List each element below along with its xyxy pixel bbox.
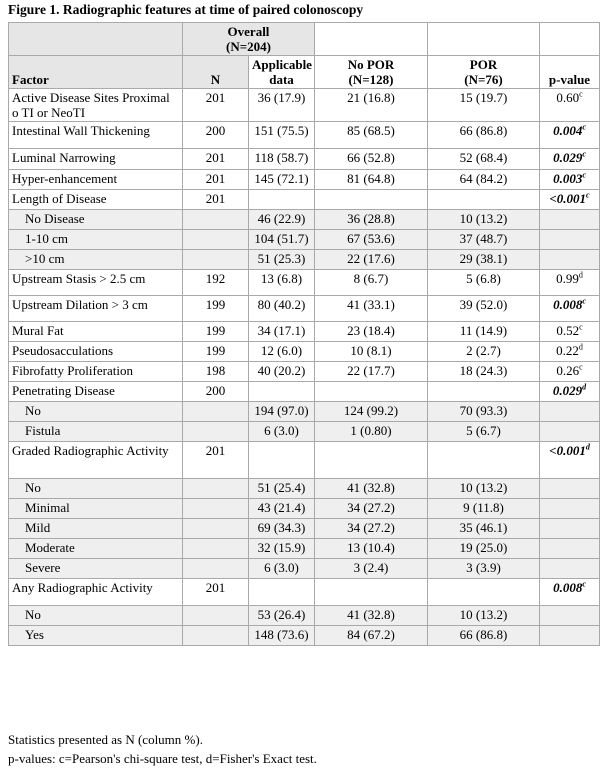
pvalue-cell	[540, 422, 600, 442]
pvalue-test-marker: c	[579, 362, 583, 372]
table-body	[9, 89, 600, 646]
factor-cell: Length of Disease	[9, 190, 183, 210]
nopor-cell: 21 (16.8)	[315, 89, 428, 122]
n-cell: 199	[183, 322, 249, 342]
header-row-bottom	[9, 56, 600, 89]
nopor-cell	[315, 442, 428, 479]
por-cell: 70 (93.3)	[428, 402, 540, 422]
factor-cell: No	[9, 402, 183, 422]
por-cell: 10 (13.2)	[428, 210, 540, 230]
nopor-cell	[315, 579, 428, 606]
por-cell	[428, 190, 540, 210]
pvalue-cell	[540, 606, 600, 626]
pvalue-text: <0.001	[549, 443, 586, 458]
pvalue-cell	[540, 626, 600, 646]
header-por-line2: (N=76)	[464, 72, 503, 87]
n-cell: 199	[183, 296, 249, 322]
por-cell: 10 (13.2)	[428, 606, 540, 626]
pvalue-cell	[540, 89, 600, 122]
applicable-cell: 43 (21.4)	[249, 499, 315, 519]
factor-cell: Fistula	[9, 422, 183, 442]
table-row	[9, 230, 600, 250]
factor-cell: Upstream Stasis > 2.5 cm	[9, 270, 183, 296]
table-row	[9, 362, 600, 382]
nopor-cell: 36 (28.8)	[315, 210, 428, 230]
pvalue-cell	[540, 296, 600, 322]
header-applicable-line1: Applicable	[252, 57, 312, 72]
table-row	[9, 149, 600, 170]
pvalue-test-marker: d	[578, 270, 583, 280]
applicable-cell: 148 (73.6)	[249, 626, 315, 646]
header-por	[428, 56, 540, 89]
applicable-cell: 6 (3.0)	[249, 559, 315, 579]
n-cell: 201	[183, 442, 249, 479]
pvalue-test-marker: d	[578, 342, 583, 352]
table-row	[9, 479, 600, 499]
table-row	[9, 626, 600, 646]
por-cell: 35 (46.1)	[428, 519, 540, 539]
factor-cell: Severe	[9, 559, 183, 579]
pvalue-cell	[540, 210, 600, 230]
nopor-cell: 84 (67.2)	[315, 626, 428, 646]
pvalue-cell	[540, 342, 600, 362]
por-cell: 29 (38.1)	[428, 250, 540, 270]
nopor-cell: 85 (68.5)	[315, 122, 428, 149]
header-nopor	[315, 56, 428, 89]
table-row	[9, 210, 600, 230]
pvalue-cell	[540, 519, 600, 539]
table-row	[9, 170, 600, 190]
nopor-cell: 81 (64.8)	[315, 170, 428, 190]
factor-cell: No	[9, 606, 183, 626]
n-cell	[183, 539, 249, 559]
n-cell	[183, 230, 249, 250]
header-nopor-line2: (N=128)	[348, 72, 394, 87]
por-cell: 19 (25.0)	[428, 539, 540, 559]
por-cell: 11 (14.9)	[428, 322, 540, 342]
applicable-cell: 6 (3.0)	[249, 422, 315, 442]
por-cell: 66 (86.8)	[428, 122, 540, 149]
pvalue-cell	[540, 579, 600, 606]
factor-cell: >10 cm	[9, 250, 183, 270]
pvalue-text: 0.26	[556, 363, 580, 378]
nopor-cell: 8 (6.7)	[315, 270, 428, 296]
por-cell: 37 (48.7)	[428, 230, 540, 250]
pvalue-cell	[540, 250, 600, 270]
por-cell: 5 (6.8)	[428, 270, 540, 296]
table-row	[9, 606, 600, 626]
applicable-cell	[249, 442, 315, 479]
factor-cell: No	[9, 479, 183, 499]
pvalue-text: 0.60	[556, 90, 580, 105]
n-cell	[183, 250, 249, 270]
table-row	[9, 322, 600, 342]
factor-cell: Luminal Narrowing	[9, 149, 183, 170]
table-row	[9, 382, 600, 402]
table-row	[9, 402, 600, 422]
header-nopor-line1: No POR	[347, 57, 395, 72]
n-cell: 200	[183, 382, 249, 402]
factor-cell: No Disease	[9, 210, 183, 230]
por-cell: 5 (6.7)	[428, 422, 540, 442]
factor-cell: Penetrating Disease	[9, 382, 183, 402]
pvalue-cell	[540, 442, 600, 479]
table-row	[9, 89, 600, 122]
por-cell: 9 (11.8)	[428, 499, 540, 519]
table-row	[9, 342, 600, 362]
applicable-cell: 32 (15.9)	[249, 539, 315, 559]
pvalue-test-marker: c	[579, 89, 583, 99]
pvalue-text: 0.22	[556, 343, 579, 358]
pvalue-cell	[540, 479, 600, 499]
pvalue-cell	[540, 270, 600, 296]
header-row-top	[9, 23, 600, 56]
por-cell: 3 (3.9)	[428, 559, 540, 579]
por-cell: 52 (68.4)	[428, 149, 540, 170]
nopor-cell	[315, 382, 428, 402]
applicable-cell: 194 (97.0)	[249, 402, 315, 422]
pvalue-test-marker: c	[579, 322, 583, 332]
figure-title: Figure 1. Radiographic features at time of paired colonoscopy	[8, 2, 364, 17]
n-cell: 201	[183, 170, 249, 190]
table-row	[9, 190, 600, 210]
nopor-cell: 22 (17.6)	[315, 250, 428, 270]
pvalue-test-marker: c	[582, 170, 586, 180]
pvalue-text: 0.029	[552, 383, 583, 398]
factor-cell: Upstream Dilation > 3 cm	[9, 296, 183, 322]
n-cell	[183, 519, 249, 539]
pvalue-cell	[540, 170, 600, 190]
pvalue-test-marker: d	[582, 382, 587, 392]
factor-cell: Mural Fat	[9, 322, 183, 342]
n-cell	[183, 210, 249, 230]
pvalue-text: 0.52	[556, 323, 580, 338]
pvalue-cell	[540, 382, 600, 402]
header-pvalue: p-value	[540, 56, 600, 89]
applicable-cell: 151 (75.5)	[249, 122, 315, 149]
header-applicable-line2: data	[269, 72, 294, 87]
n-cell	[183, 626, 249, 646]
factor-cell: Graded Radiographic Activity	[9, 442, 183, 479]
applicable-cell: 34 (17.1)	[249, 322, 315, 342]
factor-cell: Any Radiographic Activity	[9, 579, 183, 606]
table-row	[9, 296, 600, 322]
table-row	[9, 250, 600, 270]
applicable-cell: 80 (40.2)	[249, 296, 315, 322]
header-blank-por	[428, 23, 540, 56]
n-cell	[183, 499, 249, 519]
applicable-cell: 69 (34.3)	[249, 519, 315, 539]
factor-cell: Pseudosacculations	[9, 342, 183, 362]
nopor-cell: 34 (27.2)	[315, 499, 428, 519]
table-row	[9, 559, 600, 579]
applicable-cell: 36 (17.9)	[249, 89, 315, 122]
n-cell	[183, 479, 249, 499]
header-factor: Factor	[9, 56, 183, 89]
table-row	[9, 519, 600, 539]
por-cell: 15 (19.7)	[428, 89, 540, 122]
footnote-statistics: Statistics presented as N (column %).	[8, 732, 203, 747]
applicable-cell	[249, 190, 315, 210]
factor-cell: Fibrofatty Proliferation	[9, 362, 183, 382]
factor-cell: Active Disease Sites Proximal o TI or NeoTI	[9, 89, 183, 122]
pvalue-test-marker: c	[582, 122, 586, 132]
table-row	[9, 499, 600, 519]
n-cell: 201	[183, 190, 249, 210]
header-overall	[183, 23, 315, 56]
table-row	[9, 122, 600, 149]
por-cell: 64 (84.2)	[428, 170, 540, 190]
table-row	[9, 270, 600, 296]
por-cell: 39 (52.0)	[428, 296, 540, 322]
n-cell: 200	[183, 122, 249, 149]
pvalue-text: <0.001	[549, 191, 587, 206]
pvalue-text: 0.008	[553, 297, 583, 312]
footnote-pvalues: p-values: c=Pearson's chi-square test, d=Fisher's Exact test.	[8, 751, 317, 766]
applicable-cell	[249, 382, 315, 402]
table-row	[9, 422, 600, 442]
header-overall-n: (N=204)	[226, 39, 271, 54]
por-cell	[428, 579, 540, 606]
nopor-cell: 41 (32.8)	[315, 479, 428, 499]
applicable-cell: 104 (51.7)	[249, 230, 315, 250]
nopor-cell: 41 (32.8)	[315, 606, 428, 626]
pvalue-cell	[540, 322, 600, 342]
factor-cell: Intestinal Wall Thickening	[9, 122, 183, 149]
factor-cell: Yes	[9, 626, 183, 646]
pvalue-test-marker: c	[582, 296, 586, 306]
applicable-cell: 51 (25.4)	[249, 479, 315, 499]
pvalue-cell	[540, 149, 600, 170]
nopor-cell: 1 (0.80)	[315, 422, 428, 442]
por-cell	[428, 382, 540, 402]
n-cell: 201	[183, 579, 249, 606]
nopor-cell: 124 (99.2)	[315, 402, 428, 422]
pvalue-text: 0.004	[553, 123, 583, 138]
header-blank-factor	[9, 23, 183, 56]
pvalue-test-marker: c	[586, 190, 590, 200]
applicable-cell: 118 (58.7)	[249, 149, 315, 170]
nopor-cell: 66 (52.8)	[315, 149, 428, 170]
applicable-cell: 51 (25.3)	[249, 250, 315, 270]
table-row	[9, 442, 600, 479]
factor-cell: Mild	[9, 519, 183, 539]
pvalue-test-marker: c	[582, 579, 586, 589]
pvalue-cell	[540, 230, 600, 250]
n-cell	[183, 422, 249, 442]
factor-cell: Minimal	[9, 499, 183, 519]
header-blank-p	[540, 23, 600, 56]
pvalue-cell	[540, 122, 600, 149]
pvalue-test-marker: c	[582, 149, 586, 159]
applicable-cell: 53 (26.4)	[249, 606, 315, 626]
n-cell: 198	[183, 362, 249, 382]
factor-cell: Hyper-enhancement	[9, 170, 183, 190]
radiographic-features-table	[8, 22, 600, 646]
pvalue-text: 0.029	[553, 150, 583, 165]
applicable-cell	[249, 579, 315, 606]
n-cell	[183, 402, 249, 422]
header-applicable	[249, 56, 315, 89]
nopor-cell: 41 (33.1)	[315, 296, 428, 322]
pvalue-cell	[540, 499, 600, 519]
nopor-cell	[315, 190, 428, 210]
applicable-cell: 145 (72.1)	[249, 170, 315, 190]
pvalue-text: 0.003	[553, 171, 583, 186]
pvalue-text: 0.008	[553, 580, 583, 595]
factor-cell: 1-10 cm	[9, 230, 183, 250]
applicable-cell: 13 (6.8)	[249, 270, 315, 296]
nopor-cell: 22 (17.7)	[315, 362, 428, 382]
n-cell: 201	[183, 89, 249, 122]
header-blank-nopor	[315, 23, 428, 56]
pvalue-test-marker: d	[585, 442, 590, 452]
table-row	[9, 579, 600, 606]
n-cell: 199	[183, 342, 249, 362]
pvalue-cell	[540, 539, 600, 559]
nopor-cell: 34 (27.2)	[315, 519, 428, 539]
table-row	[9, 539, 600, 559]
pvalue-cell	[540, 362, 600, 382]
nopor-cell: 23 (18.4)	[315, 322, 428, 342]
nopor-cell: 13 (10.4)	[315, 539, 428, 559]
por-cell: 18 (24.3)	[428, 362, 540, 382]
n-cell	[183, 559, 249, 579]
applicable-cell: 12 (6.0)	[249, 342, 315, 362]
nopor-cell: 10 (8.1)	[315, 342, 428, 362]
por-cell: 66 (86.8)	[428, 626, 540, 646]
n-cell: 192	[183, 270, 249, 296]
por-cell: 10 (13.2)	[428, 479, 540, 499]
n-cell: 201	[183, 149, 249, 170]
header-n: N	[183, 56, 249, 89]
pvalue-cell	[540, 402, 600, 422]
header-por-line1: POR	[469, 57, 498, 72]
pvalue-cell	[540, 559, 600, 579]
n-cell	[183, 606, 249, 626]
applicable-cell: 46 (22.9)	[249, 210, 315, 230]
pvalue-text: 0.99	[556, 271, 579, 286]
nopor-cell: 67 (53.6)	[315, 230, 428, 250]
por-cell	[428, 442, 540, 479]
applicable-cell: 40 (20.2)	[249, 362, 315, 382]
nopor-cell: 3 (2.4)	[315, 559, 428, 579]
por-cell: 2 (2.7)	[428, 342, 540, 362]
header-overall-label: Overall	[227, 24, 270, 39]
factor-cell: Moderate	[9, 539, 183, 559]
pvalue-cell	[540, 190, 600, 210]
